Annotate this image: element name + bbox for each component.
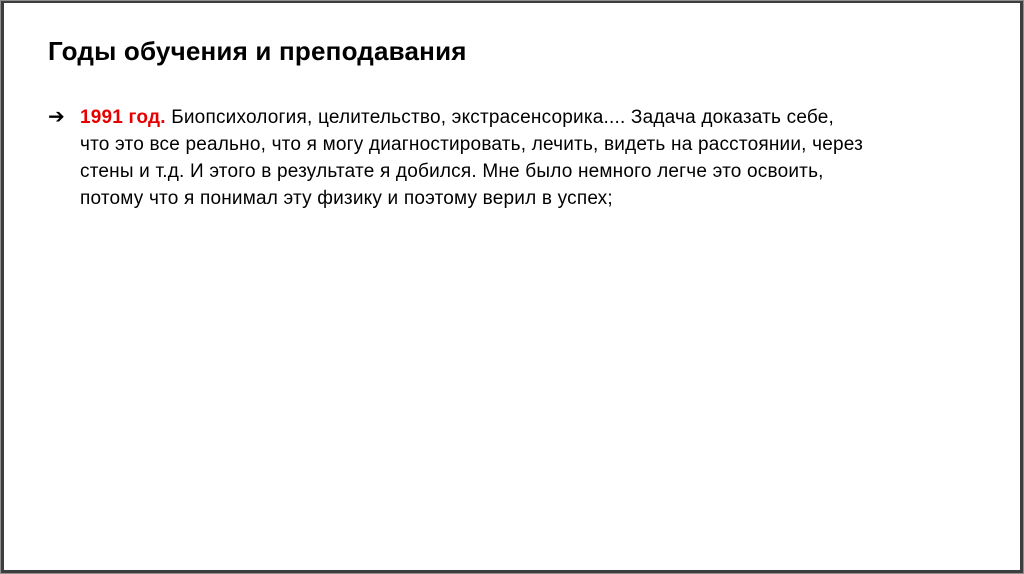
year-label: 1991 год.	[80, 107, 166, 128]
bullet-text	[80, 104, 980, 212]
bullet-line	[80, 104, 980, 131]
slide-title: Годы обучения и преподавания	[48, 36, 467, 66]
arrow-bullet-icon: ➔	[48, 106, 65, 128]
bullet-line: стены и т.д. И этого в результате я добился. Мне было немного легче это освоить,	[80, 161, 824, 182]
bullet-line-text: Биопсихология, целительство, экстрасенсорика.... Задача доказать себе,	[171, 107, 835, 128]
bullet-item	[48, 104, 980, 212]
bullet-line: потому что я понимал эту физику и поэтому верил в успех;	[80, 188, 613, 209]
bullet-line: что это все реально, что я могу диагностировать, лечить, видеть на расстоянии, через	[80, 134, 863, 155]
presentation-slide	[4, 3, 1020, 570]
